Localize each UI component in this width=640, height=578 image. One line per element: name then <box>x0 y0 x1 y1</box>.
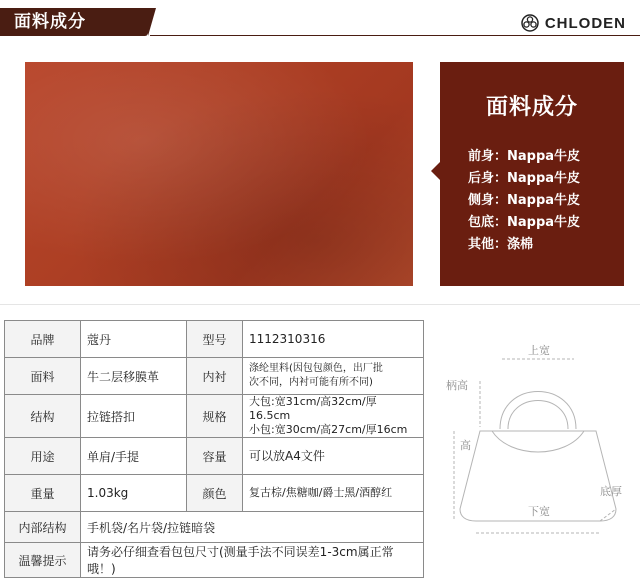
model-value: 1112310316 <box>243 321 424 358</box>
bottom-depth-label: 底厚 <box>600 485 622 498</box>
structure-value: 拉链搭扣 <box>81 395 187 438</box>
brand-value: 蔻丹 <box>81 321 187 358</box>
material-item-side: 侧身：Nappa牛皮 <box>468 193 581 208</box>
model-label: 型号 <box>187 321 243 358</box>
spec-table <box>4 320 424 578</box>
usage-label: 用途 <box>5 438 81 475</box>
color-value: 复古棕/焦糖咖/爵士黑/酒醇红 <box>243 475 424 512</box>
size-line-2: 小包:宽30cm/高27cm/厚16cm <box>249 423 408 436</box>
table-row <box>5 475 424 512</box>
top-width-label: 上宽 <box>528 344 550 357</box>
table-row <box>5 543 424 578</box>
color-label: 颜色 <box>187 475 243 512</box>
brand-label: 品牌 <box>5 321 81 358</box>
lining-label: 内衬 <box>187 358 243 395</box>
tip-value: 请务必仔细查看包包尺寸(测量手法不同误差1-3cm属正常哦！) <box>81 543 424 578</box>
chloden-logo-icon <box>521 14 539 32</box>
usage-value: 单肩/手提 <box>81 438 187 475</box>
handle-height-label: 柄高 <box>446 379 468 392</box>
bottom-width-label: 下宽 <box>528 505 550 518</box>
section-title: 面料成分 <box>14 12 86 32</box>
leather-swatch-image <box>25 62 413 286</box>
lining-line-1: 涤纶里料(因包包颜色，出厂批 <box>249 363 383 374</box>
material-label: 面料 <box>5 358 81 395</box>
inner-structure-value: 手机袋/名片袋/拉链暗袋 <box>81 512 424 543</box>
capacity-label: 容量 <box>187 438 243 475</box>
material-value: 牛二层移膜革 <box>81 358 187 395</box>
size-line-1: 大包:宽31cm/高32cm/厚16.5cm <box>249 395 377 422</box>
tip-label: 温馨提示 <box>5 543 81 578</box>
inner-structure-label: 内部结构 <box>5 512 81 543</box>
material-list <box>468 146 580 256</box>
bag-handle-inner <box>508 401 568 430</box>
weight-label: 重量 <box>5 475 81 512</box>
bag-handle <box>500 392 576 430</box>
table-row <box>5 438 424 475</box>
structure-label: 结构 <box>5 395 81 438</box>
lining-value <box>243 358 424 395</box>
table-row <box>5 358 424 395</box>
bag-flap <box>492 431 584 452</box>
capacity-value: 可以放A4文件 <box>243 438 424 475</box>
bag-dimension-sketch <box>440 319 636 565</box>
table-row <box>5 321 424 358</box>
size-value <box>243 395 424 438</box>
material-item-bottom: 包底：Nappa牛皮 <box>468 215 581 230</box>
lining-line-2: 次不同，内衬可能有所不同) <box>249 377 373 388</box>
material-panel <box>440 62 624 286</box>
header-line <box>150 35 640 36</box>
table-row <box>5 512 424 543</box>
material-item-other: 其他：涤棉 <box>468 237 534 252</box>
brand-logo[interactable] <box>521 12 626 34</box>
header <box>0 0 640 44</box>
brand-name: CHLODEN <box>544 14 626 32</box>
weight-value: 1.03kg <box>81 475 187 512</box>
panel-title: 面料成分 <box>485 95 578 120</box>
material-item-back: 后身：Nappa牛皮 <box>468 171 581 186</box>
section-divider <box>0 304 640 305</box>
table-row <box>5 395 424 438</box>
bottom-depth-line <box>600 509 616 521</box>
size-label: 规格 <box>187 395 243 438</box>
height-label: 高 <box>460 439 471 452</box>
material-item-front: 前身：Nappa牛皮 <box>468 149 581 164</box>
